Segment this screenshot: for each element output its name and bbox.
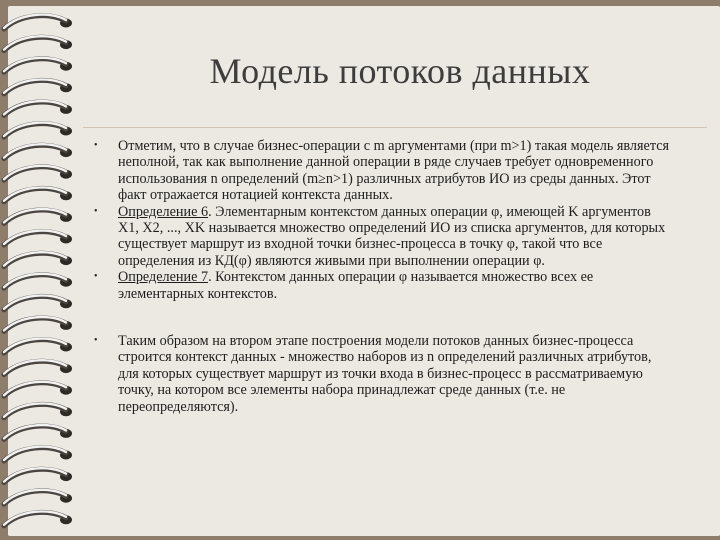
title-divider [83, 127, 707, 128]
bullet-item [94, 204, 674, 270]
binding-ring-icon [4, 490, 72, 504]
binding-ring-icon [4, 511, 72, 525]
definition-term: Определение 7 [118, 269, 209, 286]
binding-ring-icon [4, 468, 72, 482]
binding-ring-icon [4, 447, 72, 461]
definition-term: Определение 6 [118, 203, 209, 220]
bullet-text: . Контекстом данных операции φ называется множество всех ее элементарных контекстов. [118, 269, 594, 302]
binding-ring-icon [4, 187, 72, 201]
bullet-icon: • [94, 271, 98, 283]
binding-ring-icon [4, 36, 72, 50]
bullet-item [94, 138, 674, 204]
binding-ring-icon [4, 144, 72, 158]
binding-ring-icon [4, 295, 72, 309]
binding-ring-icon [4, 252, 72, 266]
binding-ring-icon [4, 209, 72, 223]
bullet-item [94, 269, 674, 302]
bullet-text: . Элементарным контекстом данных операции φ, имеющей K аргументов X1, X2, ..., XK называется множество определений ИО из списка аргументов, для которых существует маршрут из входной точки бизнес-процесса в точку φ, такой что все определения из КД(φ) являются живыми при выполнении операции φ. [118, 203, 666, 269]
bullet-icon: • [94, 335, 98, 347]
bullet-icon: • [94, 140, 98, 151]
binding-ring-icon [4, 58, 72, 72]
binding-ring-icon [4, 317, 72, 331]
bullet-item [94, 333, 674, 415]
binding-ring-icon [4, 339, 72, 353]
binding-ring-icon [4, 79, 72, 93]
bullet-icon: • [94, 205, 98, 217]
binding-ring-icon [4, 166, 72, 180]
binding-ring-icon [4, 231, 72, 245]
slide-title: Модель потоков данных [209, 51, 591, 91]
binding-ring-icon [4, 425, 72, 439]
binding-ring-icon [4, 360, 72, 374]
binding-ring-icon [4, 382, 72, 396]
bullet-text: Отметим, что в случае бизнес-операции с m аргументами (при m>1) такая модель является неполной, так как выполнение данной операции в ряде случаев требует одновременного использования n определений (m≥n>1) различных атрибутов ИО из среды данных. Этот факт отражается нотацией контекста данных. [118, 138, 670, 204]
binding-ring-icon [4, 123, 72, 137]
binding-ring-icon [4, 15, 72, 29]
binding-ring-icon [4, 403, 72, 417]
spiral-binding-icon [0, 0, 80, 540]
bullet-text: Таким образом на втором этапе построения модели потоков данных бизнес-процесса строится контекст данных - множество наборов из n определений различных атрибутов, для которых существует маршрут из точки входа в бизнес-процесс в рассматриваемую точку, на котором все элементы набора принадлежат среде данных (т.е. не переопределяются). [118, 333, 652, 415]
binding-ring-icon [4, 101, 72, 115]
binding-ring-icon [4, 274, 72, 288]
bullet-list [94, 138, 674, 415]
